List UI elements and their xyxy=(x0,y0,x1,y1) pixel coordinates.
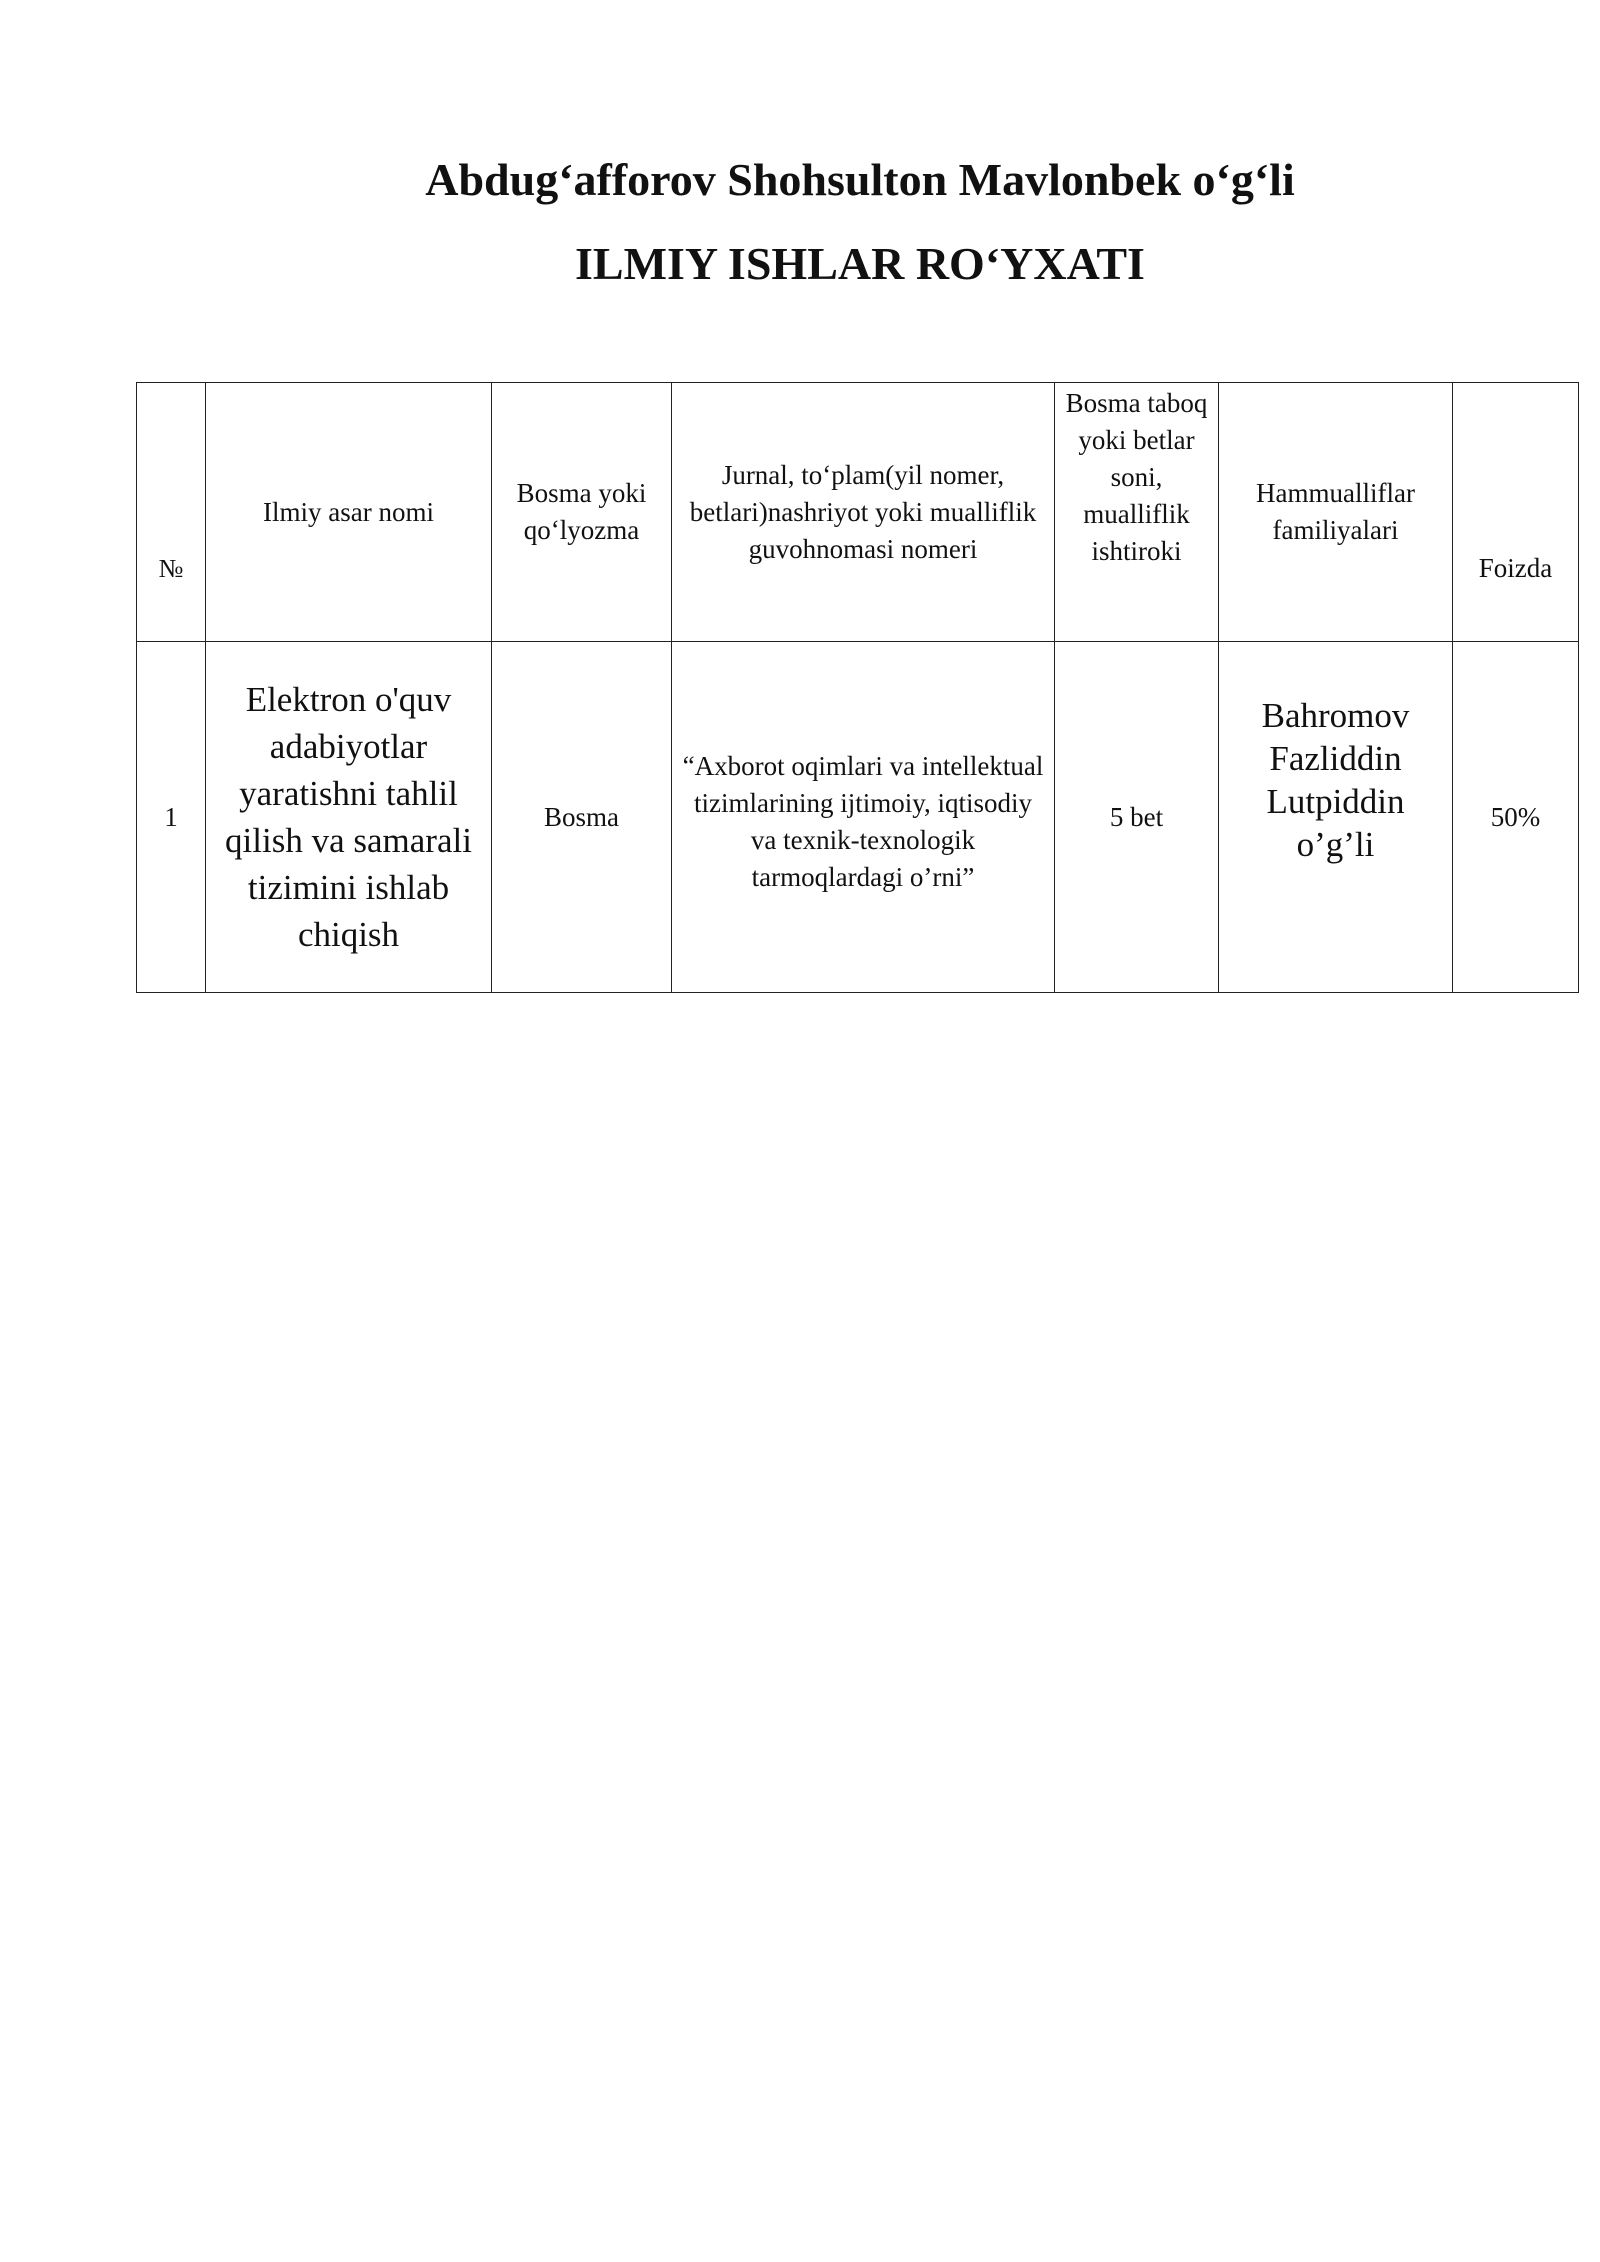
header-volume: Bosma taboq yoki betlar soni, mualliflik ishtiroki xyxy=(1055,383,1219,642)
table-body xyxy=(137,642,1579,993)
header-work-name: Ilmiy asar nomi xyxy=(206,383,492,642)
cell-percent: 50% xyxy=(1453,642,1579,993)
cell-number: 1 xyxy=(137,642,206,993)
header-journal: Jurnal, to‘plam(yil nomer, betlari)nashriyot yoki mualliflik guvohnomasi nomeri xyxy=(672,383,1055,642)
header-percent: Foizda xyxy=(1453,383,1579,642)
header-number: № xyxy=(137,383,206,642)
table-row xyxy=(137,642,1579,993)
table-header xyxy=(137,383,1579,642)
author-name: Abdug‘afforov Shohsulton Mavlonbek o‘g‘li xyxy=(425,154,1295,205)
cell-coauthors: Bahromov Fazliddin Lutpiddin o’g’li xyxy=(1219,642,1453,993)
document-title: ILMIY ISHLAR RO‘YXATI xyxy=(575,238,1145,289)
cell-print-type: Bosma xyxy=(492,642,672,993)
header-print-type: Bosma yoki qo‘lyozma xyxy=(492,383,672,642)
header-row xyxy=(137,383,1579,642)
cell-volume: 5 bet xyxy=(1055,642,1219,993)
cell-work-name: Elektron o'quv adabiyotlar yaratishni tahlil qilish va samarali tizimini ishlab chiqish xyxy=(206,642,492,993)
cell-journal: “Axborot oqimlari va intellektual tizimlarining ijtimoiy, iqtisodiy va texnik-texnologik tarmoqlardagi o’rni” xyxy=(672,642,1055,993)
header-coauthors: Hammualliflar familiyalari xyxy=(1219,383,1453,642)
scientific-works-table xyxy=(136,382,1579,993)
